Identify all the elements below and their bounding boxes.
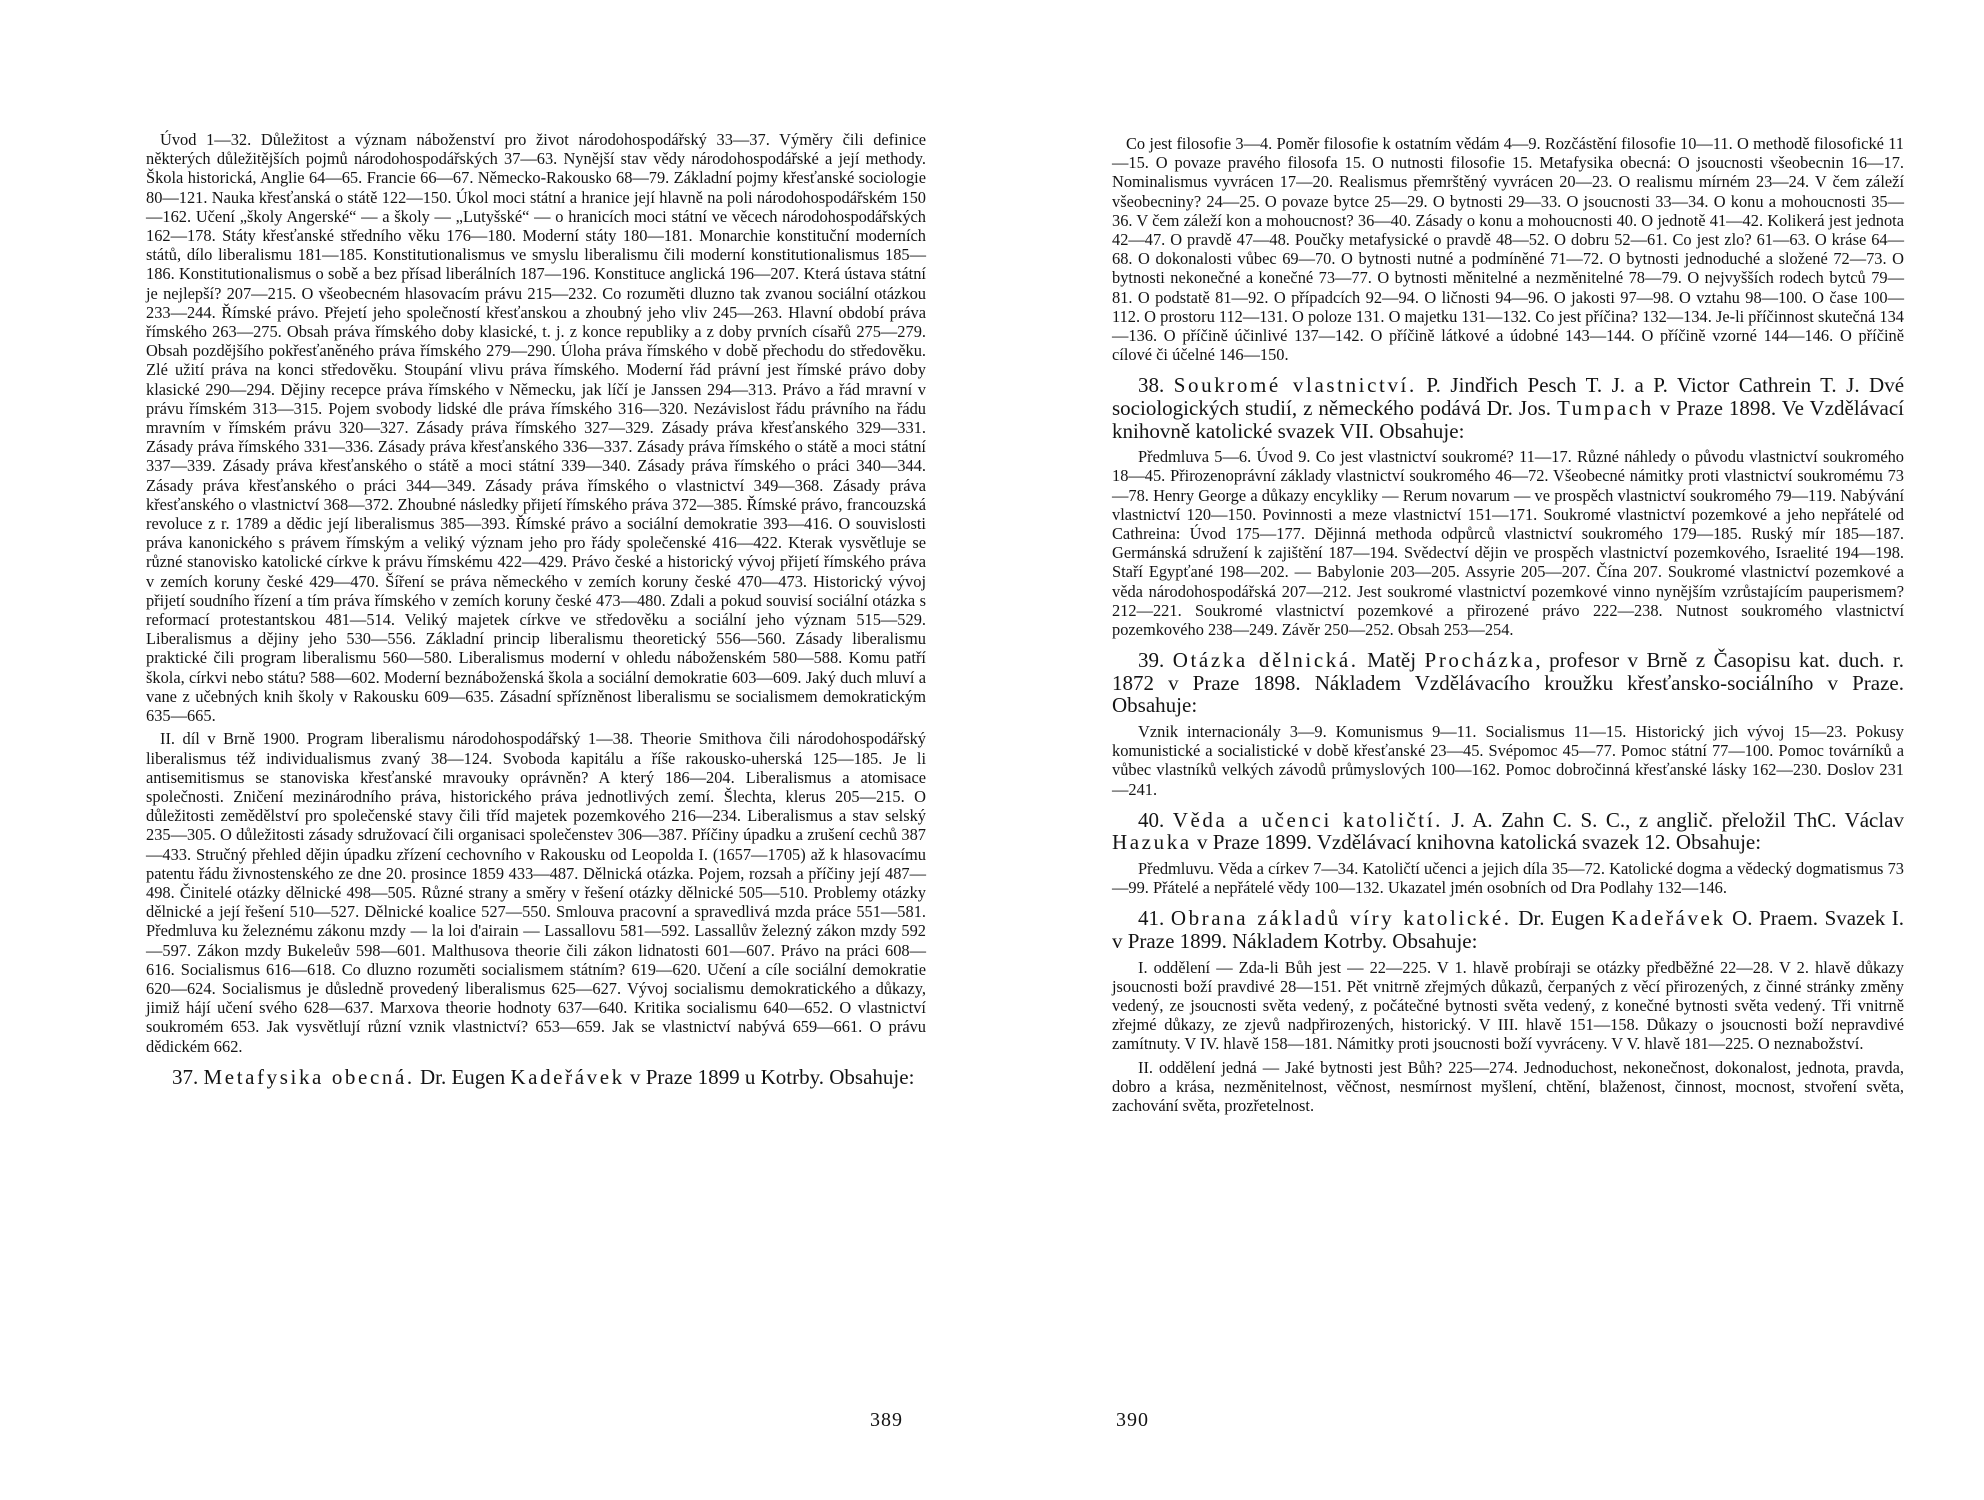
contents-paragraph: I. oddělení — Zda-li Bůh jest — 22—225. V 1. hlavě probíraji se otázky předběžné 22—28. V 2. hlavě důkazy jsoucnosti boží pravdivé 28—151. Pět vnitrně zřejmých důkazů, čerpaných z věcí přirozených, z činné stránky změny vedený, ze jsoucnosti světa vedený, z počátečné bytnosti světa vedený, z konečné bytnosti světa vedený. Tři vnitrně zřejmé důkazy, ze zjevů nadpřirozených, historický. V III. hlavě 151—158. Důkazy o jsoucnosti boží nepravdivé zamítnuty. V IV. hlavě 158—181. Námitky proti jsoucnosti boží vyvráceny. V V. hlavě 181—225. O neznabožství. <box>1112 957 1904 1054</box>
contents-paragraph: Předmluva 5—6. Úvod 9. Co jest vlastnictví soukromé? 11—17. Různé náhledy o původu vlastnictví soukromého 18—45. Přirozenoprávní základy vlastnictví soukromého 46—72. Všeobecné námitky proti vlastnictví soukromému 73—78. Henry George a důkazy encykliky — Rerum novarum — ve prospěch vlastnictví soukromého 79—119. Nabývání vlastnictví 120—150. Povinnosti a meze vlastnictví 151—171. Soukromé vlastnictví pozemkové a jeho nepřátelé od Cathreina: Úvod 175—177. Dějinná methoda odpůrců vlastnictví soukromého 179—185. Ruský mír 185—187. Germánská sdružení k zajištění 187—194. Svědectví dějin ve prospěch vlastnictví pozemkového, Israelité 194—198. Staří Egypťané 198—202. — Babylonie 203—205. Assyrie 205—207. Čína 207. Soukromé vlastnictví pozemkové a věda národohospodářská 207—212. Jest soukromé vlastnictví pozemkové vinno nynějším vzrůstajícím pauperismem? 212—221. Soukromé vlastnictví pozemkové a přirozené právo 222—238. Nutnost soukromého vlastnictví pozemkového 238—249. Závěr 250—252. Obsah 253—254. <box>1112 447 1904 640</box>
entry-41 <box>1112 907 1904 1115</box>
entry-number: 40. <box>1138 807 1165 832</box>
entry-author: Kadeřávek <box>1611 906 1726 931</box>
entry-title: Obrana základů víry katolické. <box>1170 906 1512 931</box>
entry-38 <box>1112 374 1904 639</box>
entry-author: Procházka <box>1424 648 1536 673</box>
entry-author-prefix: Matěj <box>1367 648 1417 673</box>
body-paragraph: Co jest filosofie 3—4. Poměr filosofie k ostatním vědám 4—9. Rozčástění filosofie 10—11. O methodě filosofické 11—15. O povaze pravého filosofa 15. O nutnosti filosofie 15. Metafysika obecná: O jsoucnosti všeobecnin 16—17. Nominalismus vyvrácen 17—20. Realismus přemrštěný vyvrácen 20—23. O realismu mírném 23—24. V čem záleží všeobecniny? 24—25. O povaze bytce 25—29. O bytnosti 29—33. O jsoucnosti 33—34. O konu a mohoucnosti 35—36. V čem záleží kon a mohoucnost? 36—40. Zásady o konu a mohoucnosti 40. O jednotě 41—42. Kolikerá jest jednota 42—47. O pravdě 47—48. Poučky metafysické o pravdě 48—52. O dobru 52—61. Co jest zlo? 61—63. O kráse 64—68. O dokonalosti vůbec 69—70. O bytnosti nutné a podmíněné 71—72. O bytnosti jednoduché a složené 72—73. O bytnosti nekonečné a konečné 73—77. O bytnosti měnitelné a nezměnitelné 78—79. O nejvyšších rodech bytců 79—81. O podstatě 81—92. O případcích 92—94. O ličnosti 94—96. O jakosti 97—98. O vztahu 98—100. O čase 100—112. O prostoru 112—131. O poloze 131. O majetku 131—132. Co jest příčina? 132—134. Je-li příčinnost skutečná 134—136. O příčině účinlivé 137—142. O příčině látkové a údobné 143—144. O příčině vzorné 144—146. O příčině cílové či účelné 146—150. <box>1112 134 1904 365</box>
entry-details: v Praze 1899 u Kotrby. Obsahuje: <box>629 1064 915 1089</box>
entry-author: Hazuka <box>1112 830 1192 855</box>
body-paragraph: II. díl v Brně 1900. Program liberalismu národohospodářský 1—38. Theorie Smithova čili národohospodářský liberalismus též individualismus zvaný 38—124. Svoboda kapitálu a říše rakousko-uherská 125—185. Je li antisemitismus se stanoviska křesťanské mravouky oprávněn? A který 186—204. Liberalismus a atomisace společnosti. Zničení mezinárodního práva, historického práva jednotlivých zemí. Šlechta, klerus 205—215. O důležitosti zemědělství pro společenské stavy čili tříd majetek pozemkového 216—234. Liberalismus a stav selský 235—305. O důležitosti zásady sdružovací čili organisaci společenstev 306—387. Příčiny úpadku a zrušení cechů 387—433. Stručný přehled dějin úpadku zřízení cechovního v Rakousku od Leopolda I. (1657—1705) až k hlasovacímu patentu řádu živnostenského ze dne 20. prosince 1859 433—487. Dělnická otázka. Pojem, rozsah a příčiny její 487—498. Činitelé otázky dělnické 498—505. Různé strany a směry v řešení otázky dělnické 505—510. Problemy otázky dělnické a její řešení 510—527. Dělnické koalice 527—550. Smlouva pracovní a spravedlivá mzda práce 551—581. Předmluva ku železnému zákonu mzdy — la loi d'airain — Lassallovu 581—592. Lassallův železný zákon mzdy 592—597. Zákon mzdy Bukeleův 598—601. Malthusova theorie čili zákon lidnatosti 601—607. Právo na práci 608—616. Socialismus 616—618. Co dluzno rozuměti socialismem státním? 619—620. Učení a cíle sociální demokratie 620—624. Socialismus je důsledně provedený liberalismus 625—627. Vývoj socialismu demokratického a důkazy, jimiž hájí učení svého 628—637. Marxova theorie hodnoty 637—640. Kritika socialismu 640—652. O vlastnictví soukromém 653. Jak vysvětlují různí vznik vlastnictví? 653—659. Jak se vlastnictví nabývá 659—661. O právu dědickém 662. <box>146 729 926 1056</box>
entry-37 <box>146 1066 926 1089</box>
entry-number: 39. <box>1138 648 1165 673</box>
entry-number: 41. <box>1138 906 1165 931</box>
entry-heading <box>1112 907 1904 952</box>
entry-title: Věda a učenci katoličtí. <box>1172 807 1444 832</box>
entry-number: 38. <box>1138 373 1165 398</box>
entry-author: Tumpach <box>1557 396 1654 421</box>
entry-contents <box>1112 722 1904 799</box>
entry-39 <box>1112 649 1904 799</box>
right-column <box>1112 134 1904 1115</box>
left-column <box>146 130 926 1088</box>
right-page <box>992 0 1984 1500</box>
entry-heading <box>1112 374 1904 442</box>
body-paragraph: Úvod 1—32. Důležitost a význam náboženství pro život národohospodářský 33—37. Výměry čili definice některých důležitějších pojmů národohospodářských 37—63. Nynější stav vědy národohospodářské a její methody. Škola historická, Anglie 64—65. Francie 66—67. Německo-Rakousko 68—79. Základní pojmy křesťanské sociologie 80—121. Nauka křesťanská o státě 122—150. Úkol moci státní a hranice její hlavně na poli národohospodářském 150—162. Učení „školy Angerské“ — a školy — „Lutyšské“ — o hranicích moci státní ve věcech národohospodářských 162—178. Státy křesťanské středního věku 176—180. Moderní státy 180—181. Monarchie konstituční moderních států, dílo liberalismu 181—185. Konstitutionalismus ve smyslu liberalismu čili moderní konstitutionalismus 185—186. Konstitutionalismus o sobě a bez přísad liberálních 187—196. Konstituce anglická 196—207. Která ústava státní je nejlepší? 207—215. O všeobecném hlasovacím právu 215—232. Co rozuměti dluzno tak zvanou sociální otázkou 233—244. Římské právo. Přejetí jeho společností křesťanskou a zhoubný jeho vliv 245—263. Hlavní období práva římského 263—275. Obsah práva římského doby klasické, t. j. z konce republiky a z doby prvních císařů 275—279. Obsah pozdějšího pokřesťaněného práva římského 279—290. Úloha práva římského v době přechodu do středověku. Zlé užití práva na konci středověku. Stoupání vlivu práva římského. Moderní řád právní jest římské právo doby klasické 290—294. Dějiny recepce práva římského v Německu, jak líčí je Janssen 294—313. Právo a řád mravní v právu římském 313—315. Pojem svobody lidské dle práva římského 316—320. Nezávislost řádu právního na řádu mravním v římském právu 320—327. Zásady práva římského 327—329. Zásady práva křesťanského 329—331. Zásady práva římského 331—336. Zásady práva křesťanského 336—337. Zásady práva římského o státě a moci státní 337—339. Zásady práva křesťanského o státě a moci státní 339—340. Zásady práva římského o práci 340—344. Zásady práva křesťanského o práci 344—349. Zásady práva římského o vlastnictví 349—368. Zásady práva křesťanského o vlastnictví 368—372. Zhoubné následky přijetí římského práva 372—385. Římské právo, francouzská revoluce z r. 1789 a dědic její liberalismus 385—393. Římské právo a sociální demokratie 393—416. O souvislosti práva kanonického s právem římským a veliký význam jeho pro řády společenské 416—422. Kterak vysvětluje se různé stanovisko katolické církve k právu římskému 422—429. Právo české a historický vývoj přijetí římského práva v zemích koruny české 429—470. Šíření se práva německého v zemích koruny české 470—473. Historický vývoj přijetí soudního řízení a tím práva římského v zemích koruny české 473—480. Zdali a pokud souvisí sociální otázka s reformací protestantskou 481—514. Veliký majetek církve ve středověku a sociální jeho význam 515—529. Liberalismus a dějiny jeho 530—556. Základní princip liberalismu theoretický 556—560. Zásady liberalismu praktické čili program liberalismu 560—580. Liberalismus moderní v ohledu náboženském 580—588. Komu patří škola, církvi nebo státu? 588—602. Moderní beznáboženská škola a sociální demokratie 603—609. Jaký duch mluví a vane z učebných knih školy v Rakousku 609—635. Zásadní spřízněnost liberalismu se socialismem demokratickým 635—665. <box>146 130 926 726</box>
entry-author-prefix: Dr. Eugen <box>419 1064 506 1089</box>
page-number: 389 <box>870 1409 903 1431</box>
entry-heading <box>1112 649 1904 717</box>
contents-paragraph: Vznik internacionály 3—9. Komunismus 9—11. Socialismus 11—15. Historický jich vývoj 15—23. Pokusy komunistické a socialistické v době křesťanské 23—45. Svépomoc 45—77. Pomoc státní 77—100. Pomoc továrníků a vůbec vlastníků velkých závodů průmyslových 100—162. Pomoc dobročinná křesťanské lásky 162—230. Doslov 231—241. <box>1112 722 1904 799</box>
entry-author: Kadeřávek <box>510 1064 625 1089</box>
entry-heading <box>146 1066 926 1089</box>
entry-details: O. Praem. Svazek I. v Praze 1899. Nákladem Kotrby. Obsahuje: <box>1112 906 1905 954</box>
entry-heading <box>1112 809 1904 854</box>
contents-paragraph: Předmluvu. Věda a církev 7—34. Katoličtí učenci a jejich díla 35—72. Katolické dogma a vědecký dogmatismus 73—99. Přátelé a nepřátelé vědy 100—132. Ukazatel jmén osobních od Dra Podlahy 132—146. <box>1112 859 1904 898</box>
entry-contents <box>1112 859 1904 897</box>
entry-title: Soukromé vlastnictví. <box>1173 373 1417 398</box>
entry-details: v Praze 1899. Vzdělávací knihovna katolická svazek 12. Obsahuje: <box>1196 830 1762 855</box>
page-number: 390 <box>1116 1409 1149 1431</box>
entry-contents <box>1112 447 1904 639</box>
entry-contents <box>1112 958 1904 1116</box>
entry-title: Otázka dělnická. <box>1172 648 1359 673</box>
entry-number: 37. <box>172 1064 199 1089</box>
entry-40 <box>1112 809 1904 898</box>
entry-details: , profesor v Brně z Časopisu kat. duch. r. 1872 v Praze 1898. Nákladem Vzdělávacího kroužku křesťansko-sociálního v Praze. Obsahuje: <box>1112 648 1905 718</box>
contents-paragraph: II. oddělení jedná — Jaké bytnosti jest Bůh? 225—274. Jednoduchost, nekonečnost, dokonalost, jednota, pravda, dobro a krása, nezměnitelnost, věčnost, nesmírnost myšlení, chtění, blaženost, činnost, mocnost, stvoření světa, zachování světa, prozřetelnost. <box>1112 1057 1904 1116</box>
entry-author-prefix: Dr. Eugen <box>1518 906 1605 931</box>
entry-title: Metafysika obecná. <box>203 1064 415 1089</box>
entry-author-prefix: P. Jindřich Pesch T. J. a P. Victor Cathrein T. J. Dvé sociologických studií, z německého podává Dr. Jos. <box>1112 373 1905 421</box>
entry-author-prefix: J. A. Zahn C. S. C., z anglič. přeložil ThC. Václav <box>1451 807 1904 832</box>
entry-details: v Praze 1898. Ve Vzdělávací knihovně katolické svazek VII. Obsahuje: <box>1112 396 1904 443</box>
